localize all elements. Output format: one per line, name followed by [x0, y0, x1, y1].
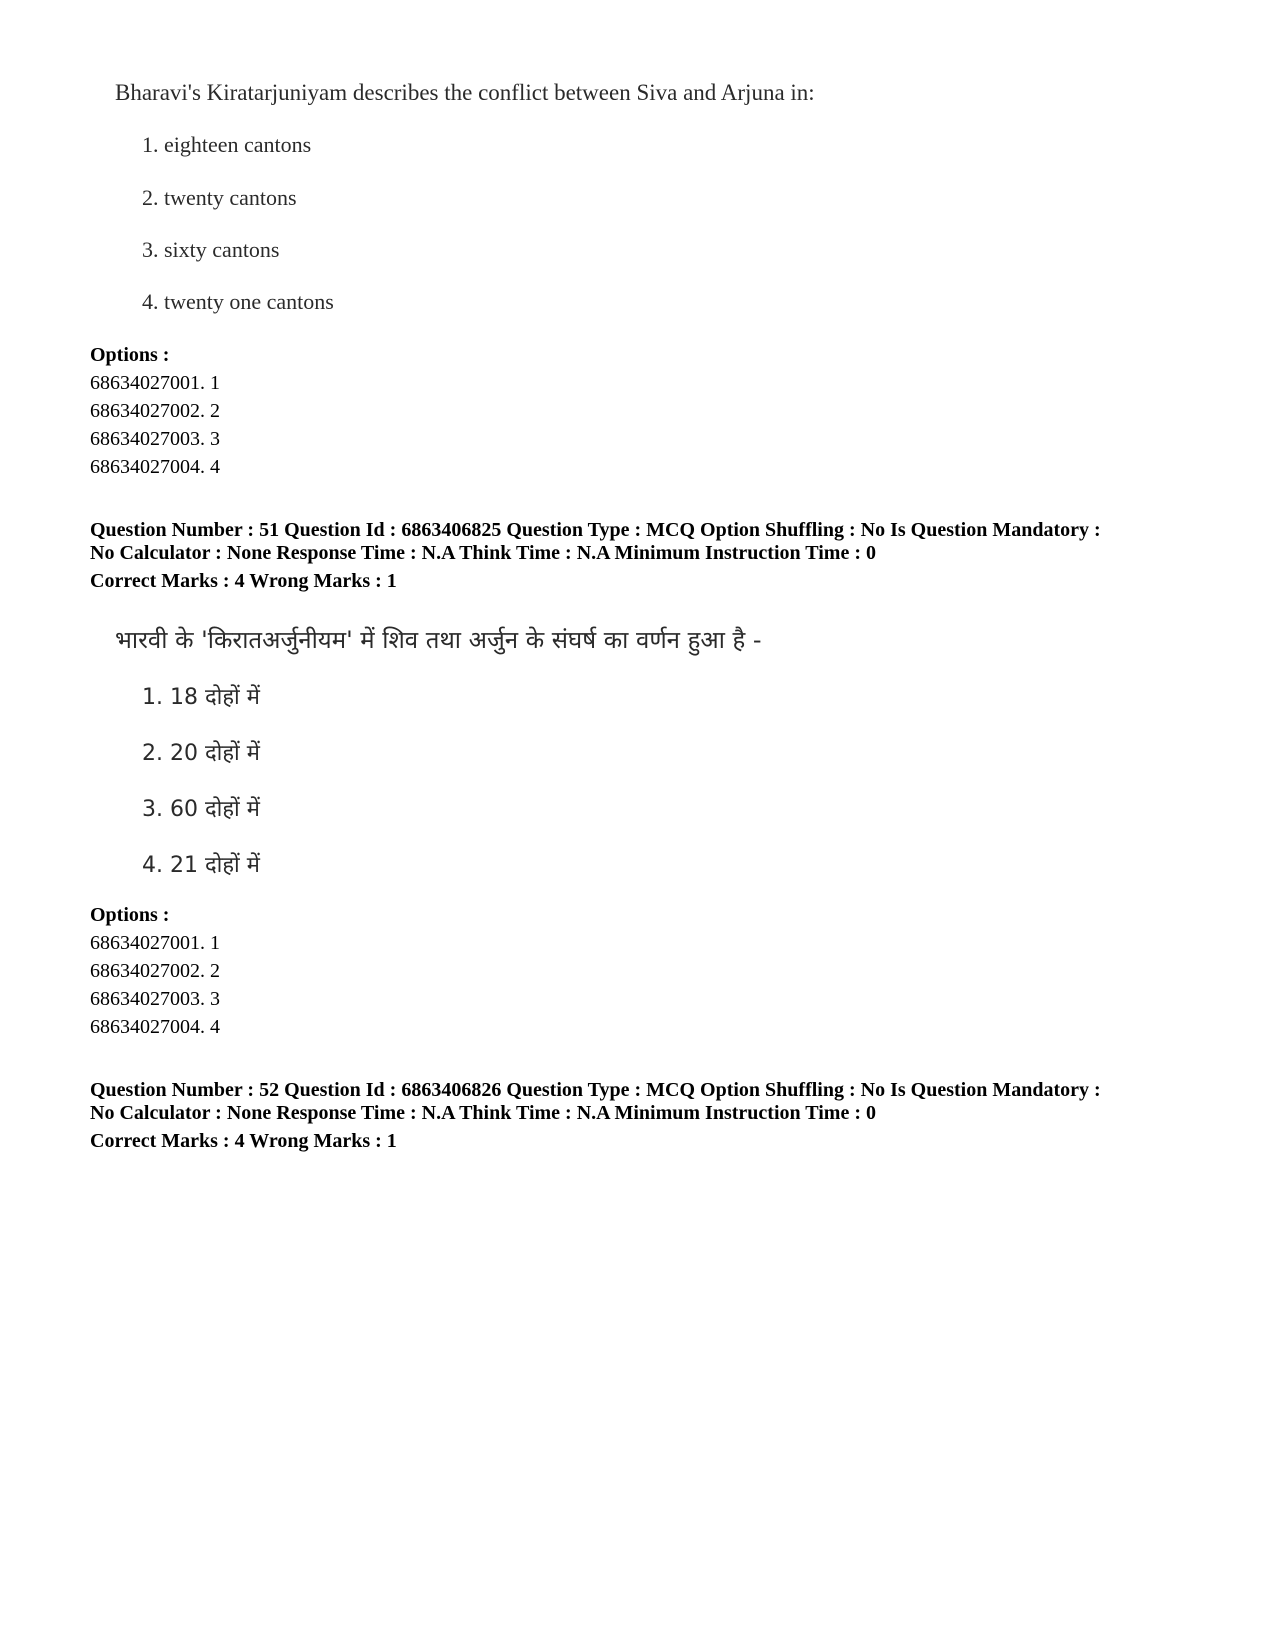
options-label: Options : [90, 344, 170, 366]
question-stem: भारवी के 'किरातअर्जुनीयम' में शिव तथा अर्जुन के संघर्ष का वर्णन हुआ है - [115, 626, 762, 654]
options-label: Options : [90, 904, 170, 926]
question-meta: Question Number : 52 Question Id : 6863406826 Question Type : MCQ Option Shuffling : No Is Question Mandatory : [90, 1079, 1101, 1101]
option-line: 68634027002. 2 [90, 960, 220, 982]
option-line: 68634027001. 1 [90, 932, 220, 954]
choice-1: 1. eighteen cantons [142, 132, 312, 157]
choice-4: 4. 21 दोहों में [142, 853, 260, 878]
option-line: 68634027004. 4 [90, 1016, 220, 1038]
choice-2: 2. 20 दोहों में [142, 741, 260, 766]
option-line: 68634027002. 2 [90, 400, 220, 422]
option-line: 68634027003. 3 [90, 428, 220, 450]
choice-3: 3. 60 दोहों में [142, 797, 260, 822]
option-line: 68634027003. 3 [90, 988, 220, 1010]
choice-1: 1. 18 दोहों में [142, 685, 260, 710]
question-meta: No Calculator : None Response Time : N.A Think Time : N.A Minimum Instruction Time : 0 [90, 542, 876, 564]
question-meta: Question Number : 51 Question Id : 6863406825 Question Type : MCQ Option Shuffling : No Is Question Mandatory : [90, 519, 1101, 541]
question-stem: Bharavi's Kiratarjuniyam describes the conflict between Siva and Arjuna in: [115, 80, 815, 105]
option-line: 68634027001. 1 [90, 372, 220, 394]
option-line: 68634027004. 4 [90, 456, 220, 478]
choice-3: 3. sixty cantons [142, 237, 280, 262]
question-meta: No Calculator : None Response Time : N.A Think Time : N.A Minimum Instruction Time : 0 [90, 1102, 876, 1124]
choice-4: 4. twenty one cantons [142, 289, 334, 314]
marks-line: Correct Marks : 4 Wrong Marks : 1 [90, 570, 397, 592]
marks-line: Correct Marks : 4 Wrong Marks : 1 [90, 1130, 397, 1152]
choice-2: 2. twenty cantons [142, 185, 297, 210]
